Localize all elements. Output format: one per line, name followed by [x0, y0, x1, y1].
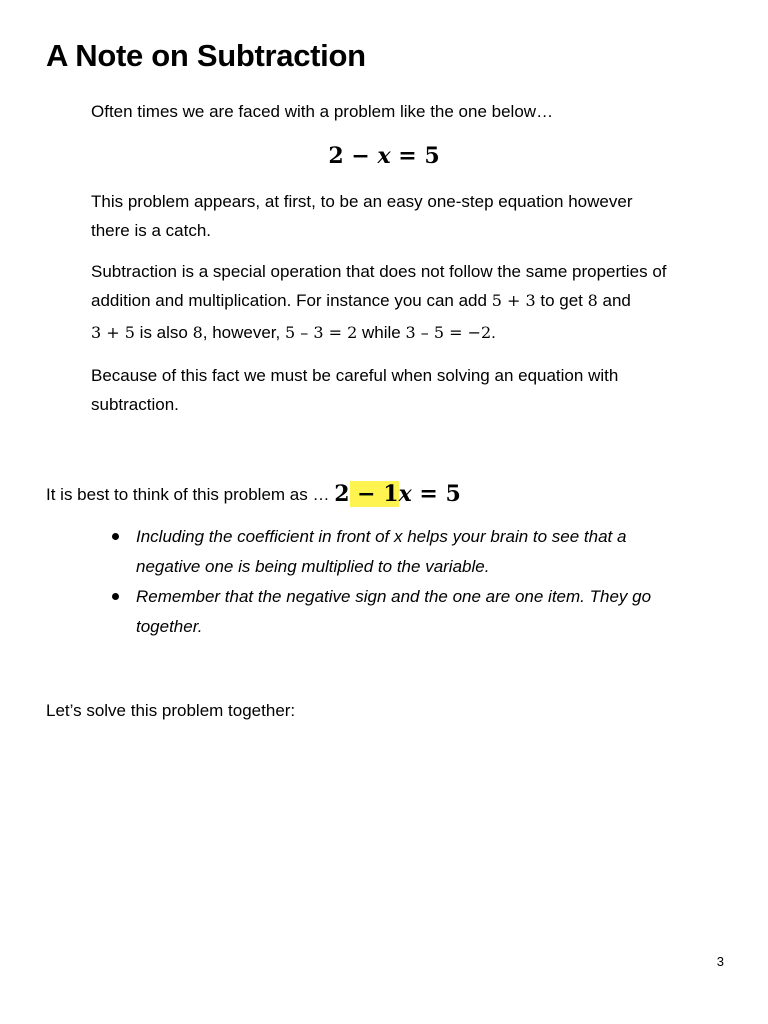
equation-left: 2 − — [328, 143, 378, 169]
highlighted-coefficient: − 1 — [349, 481, 399, 507]
math-expression: 5 – 3 = 2 — [284, 323, 358, 342]
paragraph-2-line-1: Subtraction is a special operation that does not follow the same properties of — [91, 262, 667, 281]
text-segment: to get — [535, 291, 588, 310]
rewritten-equation — [334, 481, 461, 507]
rewrite-line — [46, 479, 461, 509]
text-segment: addition and multiplication. For instance you can add — [91, 291, 492, 310]
math-expression: 3 + 5 — [91, 323, 135, 342]
equation-constant: 2 — [334, 481, 350, 507]
page-number: 3 — [716, 954, 724, 969]
paragraph-2-line-2 — [91, 286, 631, 315]
paragraph-2-line-3 — [91, 318, 496, 347]
paragraph-3-line-1: Because of this fact we must be careful when solving an equation with — [91, 366, 619, 385]
equation-variable: x — [398, 481, 412, 507]
text-segment: , however, — [202, 323, 285, 342]
equation-main — [0, 140, 768, 172]
text-segment: and — [597, 291, 631, 310]
closing-text: Let’s solve this problem together: — [46, 701, 296, 720]
bullet-icon — [112, 593, 119, 600]
bullet-icon — [112, 533, 119, 540]
paragraph-1-line-2: there is a catch. — [91, 221, 212, 240]
math-expression: 8 — [587, 291, 598, 310]
rewrite-lead: It is best to think of this problem as … — [46, 485, 335, 504]
text-segment: . — [491, 323, 496, 342]
text-segment: while — [357, 323, 406, 342]
equation-right: = 5 — [390, 143, 440, 169]
math-expression: 5 + 3 — [491, 291, 536, 310]
list-item-text: negative one is being multiplied to the variable. — [136, 557, 490, 576]
equation-right: = 5 — [411, 481, 461, 507]
paragraph-1-line-1: This problem appears, at first, to be an easy one-step equation however — [91, 192, 633, 211]
list-item — [110, 582, 651, 642]
list-item-text: Including the coefficient in front of x helps your brain to see that a — [136, 527, 627, 546]
list-item-text: Remember that the negative sign and the one are one item. They go — [136, 587, 652, 606]
list-item-text: together. — [136, 617, 203, 636]
math-expression: 3 – 5 = −2 — [405, 323, 492, 342]
math-expression: 8 — [192, 323, 203, 342]
page-title: A Note on Subtraction — [46, 38, 366, 73]
text-segment: is also — [134, 323, 193, 342]
list-item — [110, 522, 651, 582]
equation-variable: x — [377, 143, 391, 169]
tips-list — [110, 522, 651, 642]
paragraph-3-line-2: subtraction. — [91, 395, 179, 414]
intro-text: Often times we are faced with a problem like the one below… — [91, 102, 554, 121]
